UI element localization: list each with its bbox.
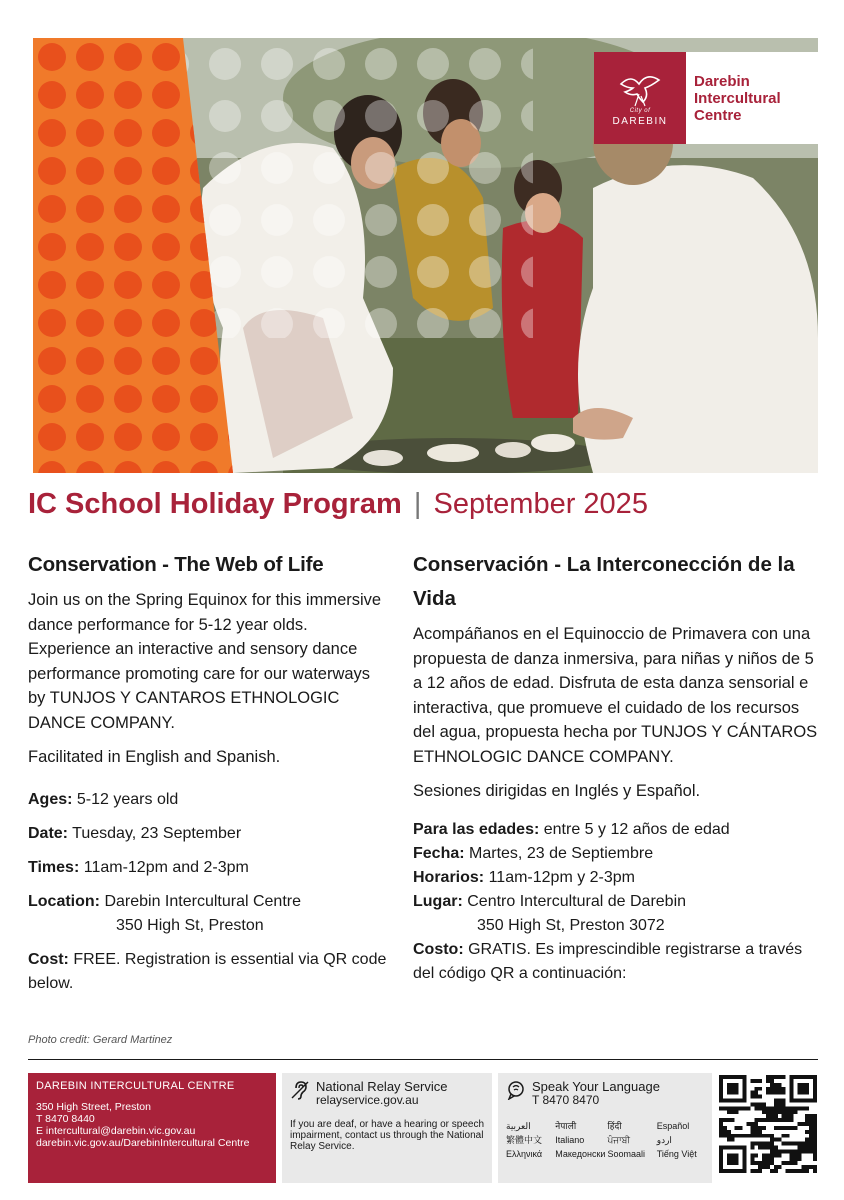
language-item: اردو xyxy=(656,1135,672,1145)
spanish-facilitated: Sesiones dirigidas en Inglés y Español. xyxy=(413,782,701,800)
language-item: Español xyxy=(656,1121,690,1131)
footer-contact xyxy=(28,1073,276,1183)
spanish-cost xyxy=(413,938,823,986)
city-of-darebin-seal xyxy=(594,52,686,144)
date-label: Fecha: xyxy=(413,844,465,862)
ages-value: entre 5 y 12 años de edad xyxy=(543,820,730,838)
language-item: 繁體中文 xyxy=(506,1135,543,1145)
language-item: Tiếng Việt xyxy=(656,1149,697,1159)
english-column xyxy=(28,548,388,1006)
date-value: Martes, 23 de Septiembre xyxy=(469,844,654,862)
hearing-ear-icon xyxy=(290,1080,310,1100)
times-label: Horarios: xyxy=(413,868,485,886)
location-label: Location: xyxy=(28,892,100,910)
language-item: ਪੰਜਾਬੀ xyxy=(607,1135,631,1145)
spanish-title: Conservación - La Interconección de la Vida xyxy=(413,553,795,610)
english-ages xyxy=(28,788,388,812)
national-relay-service xyxy=(282,1073,492,1183)
cost-value: GRATIS. Es imprescindible registrarse a través del código QR a continuación: xyxy=(413,940,803,982)
bird-emblem-icon xyxy=(617,70,663,110)
footer-website[interactable]: darebin.vic.gov.au/DarebinIntercultural Centre xyxy=(36,1136,250,1149)
location-line1: Centro Intercultural de Darebin xyxy=(467,892,687,910)
syl-phone: T 8470 8470 xyxy=(532,1093,600,1107)
spanish-intro: Acompáñanos en el Equinoccio de Primavera con una propuesta de danza inmersiva, para niñas y niños de 5 a 12 años de edad. Disfruta de esta danza sensorial e interactiva, que promueve el cuidado de los recursos del agua, propuesta hecha por TUNJOS Y CÁNTAROS ETHNOLOGIC DANCE COMPANY. xyxy=(413,625,818,766)
footer-address: 350 High Street, Preston xyxy=(36,1100,151,1113)
language-item: नेपाली xyxy=(555,1121,577,1131)
english-cost xyxy=(28,948,388,996)
language-item: Italiano xyxy=(555,1135,585,1145)
seal-name: DAREBIN xyxy=(612,115,668,127)
cost-value: FREE. Registration is essential via QR code below. xyxy=(28,950,387,992)
photo-credit: Photo credit: Gerard Martinez xyxy=(28,1034,173,1046)
darebin-logo xyxy=(594,52,818,144)
footer-email[interactable]: E intercultural@darebin.vic.gov.au xyxy=(36,1124,196,1137)
spanish-location xyxy=(413,890,823,914)
spanish-times xyxy=(413,866,823,890)
nrs-title: National Relay Service xyxy=(316,1079,448,1094)
language-item: हिंदी xyxy=(607,1121,622,1131)
nrs-url[interactable]: relayservice.gov.au xyxy=(316,1093,419,1107)
footer-phone: T 8470 8440 xyxy=(36,1112,95,1125)
times-value: 11am-12pm and 2-3pm xyxy=(83,858,249,876)
speak-your-language xyxy=(498,1073,712,1183)
english-facilitated: Facilitated in English and Spanish. xyxy=(28,748,281,766)
english-title: Conservation - The Web of Life xyxy=(28,553,324,576)
cost-label: Cost: xyxy=(28,950,69,968)
logo-text xyxy=(694,73,781,124)
english-location-line2: 350 High St, Preston xyxy=(116,916,264,934)
ages-label: Ages: xyxy=(28,790,73,808)
spanish-column xyxy=(413,548,823,986)
language-item: Македонски xyxy=(555,1149,606,1159)
seal-city-of: City of xyxy=(629,107,651,114)
language-item: Soomaali xyxy=(607,1149,645,1159)
logo-text-line3: Centre xyxy=(694,106,742,124)
spanish-ages xyxy=(413,818,823,842)
language-item: Ελληνικά xyxy=(506,1149,543,1159)
spanish-date xyxy=(413,842,823,866)
registration-qr-code[interactable] xyxy=(719,1075,817,1173)
location-line1: Darebin Intercultural Centre xyxy=(104,892,301,910)
language-list xyxy=(506,1121,704,1160)
times-label: Times: xyxy=(28,858,80,876)
nrs-note: If you are deaf, or have a hearing or speech impairment, contact us through the National Relay Service. xyxy=(290,1119,485,1152)
english-intro: Join us on the Spring Equinox for this immersive dance performance for 5-12 year olds. Experience an interactive and sensory dance performance promoting care for our waterways by TUNJOS Y CANTAROS ETHNOLOGIC DANCE COMPANY. xyxy=(28,591,382,732)
logo-text-line2: Intercultural xyxy=(694,89,781,107)
cost-label: Costo: xyxy=(413,940,464,958)
english-times xyxy=(28,856,388,880)
footer-org-name: DAREBIN INTERCULTURAL CENTRE xyxy=(36,1080,235,1092)
syl-title: Speak Your Language xyxy=(532,1079,660,1094)
nrs-header xyxy=(290,1080,484,1107)
headline-program: IC School Holiday Program xyxy=(28,488,402,520)
date-label: Date: xyxy=(28,824,69,842)
headline-date: September 2025 xyxy=(433,488,648,520)
spanish-location-line2: 350 High St, Preston 3072 xyxy=(477,916,665,934)
language-item: العربية xyxy=(506,1121,531,1131)
date-value: Tuesday, 23 September xyxy=(72,824,242,842)
ages-label: Para las edades: xyxy=(413,820,540,838)
logo-text-line1: Darebin xyxy=(694,72,750,90)
location-label: Lugar: xyxy=(413,892,463,910)
speech-bubble-icon xyxy=(506,1080,526,1100)
english-date xyxy=(28,822,388,846)
footer-divider xyxy=(28,1059,818,1060)
times-value: 11am-12pm y 2-3pm xyxy=(488,868,636,886)
headline-separator: | xyxy=(413,488,422,520)
syl-header xyxy=(506,1080,704,1107)
page-headline xyxy=(28,488,648,521)
english-location xyxy=(28,890,388,914)
ages-value: 5-12 years old xyxy=(76,790,179,808)
